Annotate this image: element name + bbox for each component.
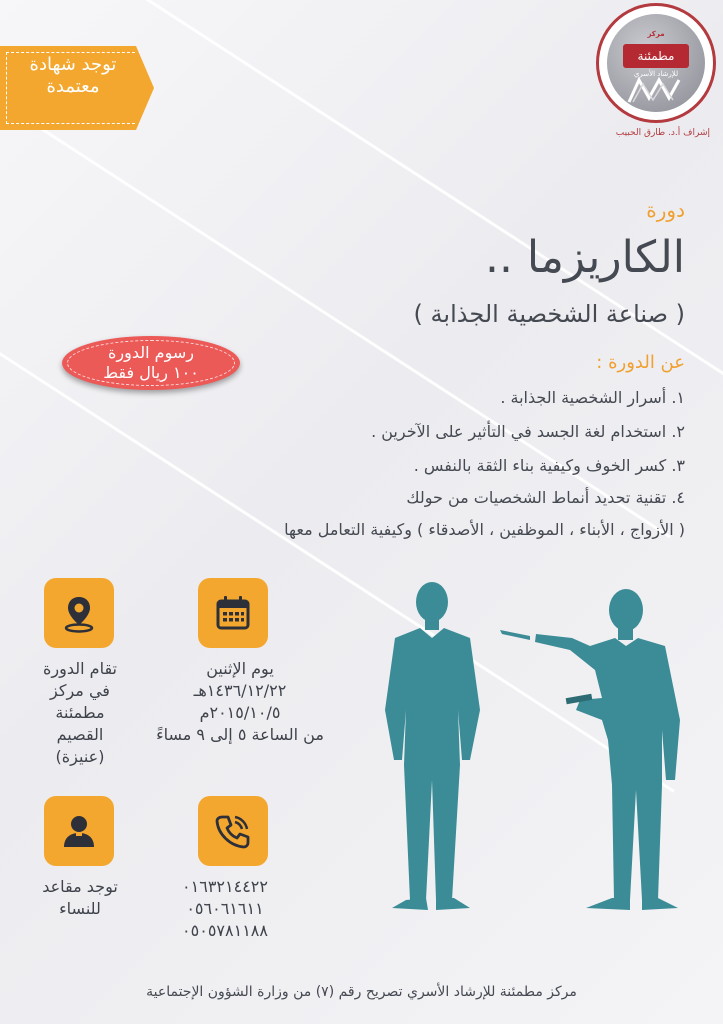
topic-item: ١. أسرار الشخصية الجذابة . — [500, 388, 685, 407]
phone-number: ٠١٦٣٢١٤٤٢٢ — [182, 877, 268, 896]
seats-info — [20, 876, 140, 920]
date-line: ١٤٣٦/١٢/٢٢هـ — [193, 681, 287, 700]
price-label: رسوم الدورة — [108, 343, 194, 362]
businessmen-illustration — [340, 580, 700, 920]
course-subtitle: ( صناعة الشخصية الجذابة ) — [413, 300, 685, 328]
logo-small-text: مركز — [647, 30, 665, 38]
date-line: يوم الإثنين — [206, 659, 274, 678]
location-line: تقام الدورة — [43, 659, 117, 678]
date-line: من الساعة ٥ إلى ٩ مساءً — [156, 725, 324, 744]
logo-main-text: مطمئنة — [623, 44, 689, 68]
price-value: ١٠٠ ريال فقط — [103, 363, 199, 382]
topic-item: ( الأزواج ، الأبناء ، الموظفين ، الأصدقاء ) وكيفية التعامل معها — [284, 520, 685, 539]
supervisor-text: إشراف أ.د. طارق الحبيب — [615, 128, 710, 138]
price-badge — [62, 336, 240, 390]
course-title: الكاريزما .. — [484, 232, 685, 283]
location-info — [20, 658, 140, 768]
phone-icon — [198, 796, 268, 866]
date-info — [150, 658, 330, 746]
location-line: القصيم — [56, 725, 104, 744]
calendar-icon — [198, 578, 268, 648]
person-icon — [44, 796, 114, 866]
course-label: دورة — [646, 198, 685, 222]
seats-line: توجد مقاعد — [42, 877, 118, 896]
phone-number: ٠٥٠٥٧٨١١٨٨ — [182, 921, 268, 940]
seats-line: للنساء — [59, 899, 101, 918]
phone-number: ٠٥٦٠٦١٦١١ — [186, 899, 264, 918]
phone-info — [160, 876, 290, 942]
topic-item: ٣. كسر الخوف وكيفية بناء الثقة بالنفس . — [413, 456, 685, 475]
certificate-text: توجد شهادة معتمدة — [29, 54, 117, 97]
topic-item: ٤. تقنية تحديد أنماط الشخصيات من حولك — [406, 488, 685, 507]
location-line: في مركز — [50, 681, 110, 700]
location-line: مطمئنة — [55, 703, 105, 722]
about-label: عن الدورة : — [596, 352, 685, 373]
logo-sub-text: للإرشاد الأسري — [633, 70, 679, 78]
certificate-badge — [0, 46, 136, 130]
location-line: (عنيزة) — [55, 747, 105, 766]
date-line: ٢٠١٥/١٠/٥م — [199, 703, 281, 722]
topic-item: ٢. استخدام لغة الجسد في التأثير على الآخرين . — [371, 422, 685, 441]
map-pin-icon — [44, 578, 114, 648]
logo-m-icon — [625, 76, 687, 104]
center-logo — [599, 6, 713, 120]
footer-license: مركز مطمئنة للإرشاد الأسري تصريح رقم (٧) من وزارة الشؤون الإجتماعية — [146, 984, 577, 1000]
